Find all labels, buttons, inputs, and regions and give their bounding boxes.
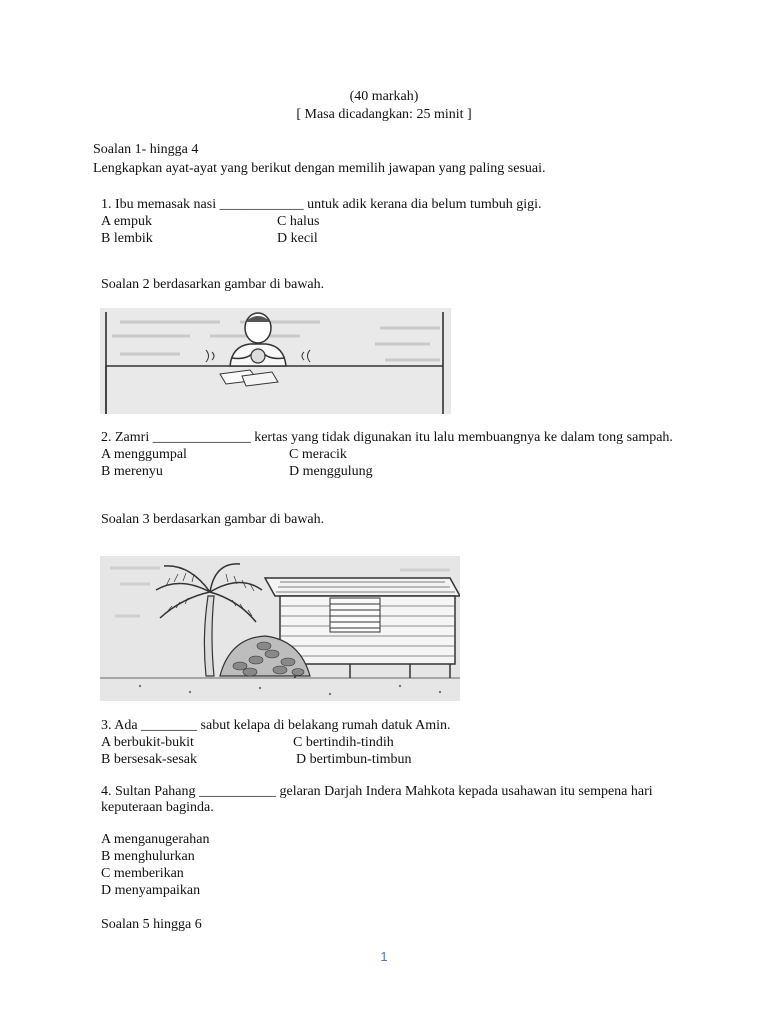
question-1-text: 1. Ibu memasak nasi ____________ untuk adik kerana dia belum tumbuh gigi. [101,197,542,212]
q1-option-c: C halus [277,214,320,229]
page-number: 1 [380,949,388,964]
q1-option-a: A empuk [101,214,152,229]
q1-option-b: B lembik [101,231,153,246]
section-2-title: Soalan 5 hingga 6 [101,917,202,932]
q2-option-d: D menggulung [289,464,373,479]
q3-option-a: A berbukit-bukit [101,735,194,750]
section-title: Soalan 1- hingga 4 [93,142,199,157]
q1-option-d: D kecil [277,231,318,246]
q4-option-c: C memberikan [101,866,184,881]
q2-option-c: C meracik [289,447,347,462]
q4-option-b: B menghulurkan [101,849,195,864]
question-4-text-line1: 4. Sultan Pahang ___________ gelaran Darjah Indera Mahkota kepada usahawan itu sempena hari [101,784,653,799]
q3-option-b: B bersesak-sesak [101,752,198,767]
q3-intro: Soalan 3 berdasarkan gambar di bawah. [101,512,325,527]
q2-intro: Soalan 2 berdasarkan gambar di bawah. [101,277,325,292]
q3-option-c: C bertindih-tindih [293,735,394,750]
question-2-text: 2. Zamri ______________ kertas yang tidak digunakan itu lalu membuangnya ke dalam tong sampah. [101,430,673,445]
question-4-text-line2: keputeraan baginda. [101,800,214,815]
marks-label: (40 markah) [349,89,419,104]
q2-option-b: B merenyu [101,464,163,479]
q3-option-d: D bertimbun-timbun [296,752,412,767]
q4-option-a: A menganugerahan [101,832,210,847]
coconut-husk-pile-image [100,556,460,701]
question-3-text: 3. Ada ________ sabut kelapa di belakang rumah datuk Amin. [101,718,451,733]
q2-option-a: A menggumpal [101,447,187,462]
q4-option-d: D menyampaikan [101,883,201,898]
time-label: [ Masa dicadangkan: 25 minit ] [296,107,472,122]
instruction-text: Lengkapkan ayat-ayat yang berikut dengan memilih jawapan yang paling sesuai. [93,161,546,176]
boy-crumpling-paper-image [100,308,451,414]
